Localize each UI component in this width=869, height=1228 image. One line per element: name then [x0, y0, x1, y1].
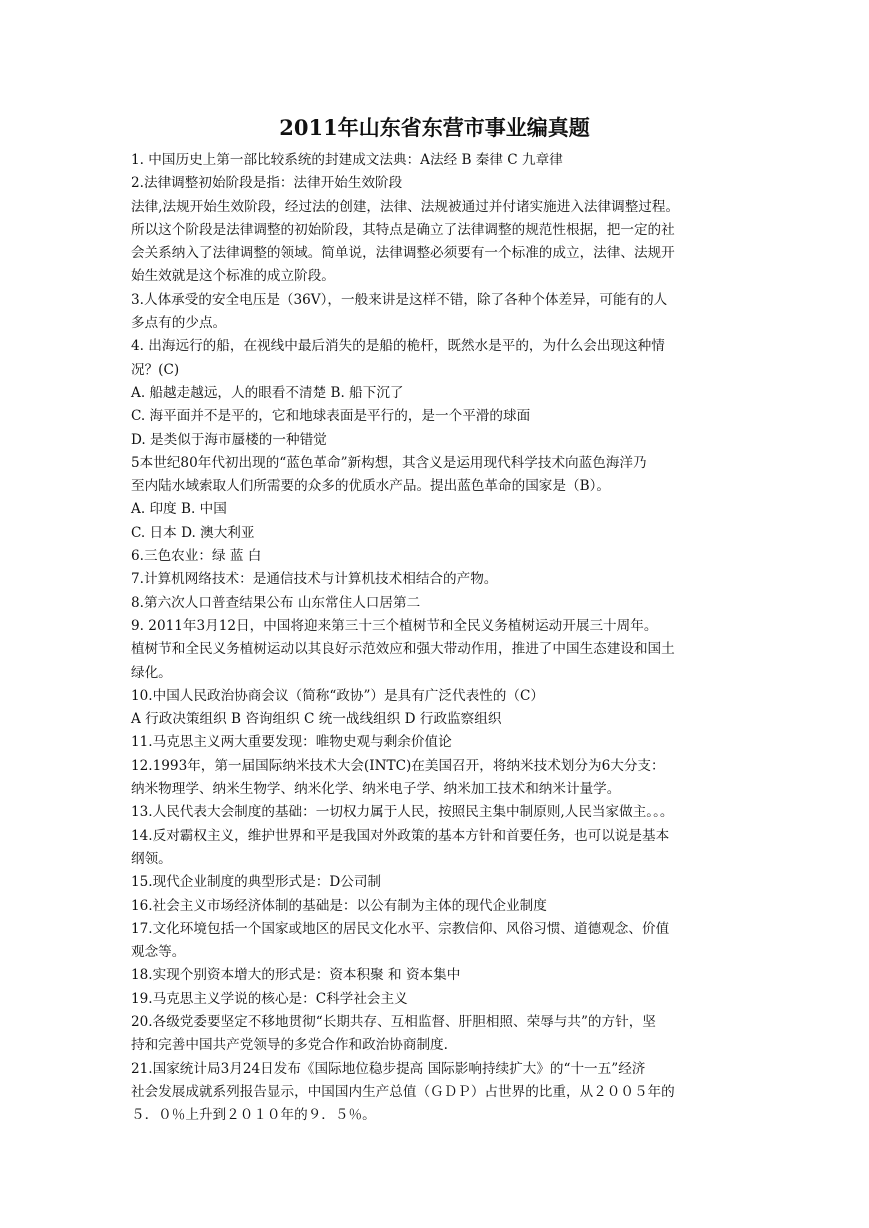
text-line: ５．０％上升到２０１０年的９．５％。 — [131, 1107, 376, 1124]
text-line: 持和完善中国共产党领导的多党合作和政治协商制度. — [131, 1037, 448, 1054]
text-line: C. 日本 D. 澳大利亚 — [131, 524, 255, 541]
text-line: A. 印度 B. 中国 — [131, 501, 227, 518]
text-line: 17.文化环境包括一个国家或地区的居民文化水平、宗教信仰、风俗习惯、道德观念、价值 — [131, 920, 670, 937]
text-line: 社会发展成就系列报告显示，中国国内生产总值（ＧＤＰ）占世界的比重，从２００５年的 — [131, 1083, 675, 1100]
text-line: 16.社会主义市场经济体制的基础是：以公有制为主体的现代企业制度 — [131, 897, 547, 914]
text-line: 13.人民代表大会制度的基础：一切权力属于人民，按照民主集中制原则,人民当家做主。。。 — [131, 804, 674, 821]
text-line: 1. 中国历史上第一部比较系统的封建成文法典：A法经 B 秦律 C 九章律 — [131, 152, 563, 168]
text-line: 6.三色农业：绿 蓝 白 — [131, 548, 262, 565]
document-body — [131, 149, 743, 1127]
text-line: 会关系纳入了法律调整的领域。简单说，法律调整必须要有一个标准的成立，法律、法规开 — [131, 245, 675, 262]
text-line: 法律,法规开始生效阶段，经过法的创建，法律、法规被通过并付诸实施进入法律调整过程。 — [131, 198, 680, 215]
text-line: 绿化。 — [131, 664, 172, 681]
text-line: 3.人体承受的安全电压是（36V），一般来讲是这样不错，除了各种个体差异，可能有的人 — [131, 291, 668, 308]
text-line: 15.现代企业制度的典型形式是：D公司制 — [131, 874, 382, 891]
text-line: 纲领。 — [131, 850, 172, 867]
text-line: 20.各级党委要坚定不移地贯彻“长期共存、互相监督、肝胆相照、荣辱与共”的方针，坚 — [131, 1013, 656, 1030]
text-line: 7.计算机网络技术：是通信技术与计算机技术相结合的产物。 — [131, 571, 498, 588]
text-line: 所以这个阶段是法律调整的初始阶段，其特点是确立了法律调整的规范性根据，把一定的社 — [131, 221, 675, 238]
text-line: D. 是类似于海市蜃楼的一种错觉 — [131, 431, 327, 448]
text-line: 9. 2011年3月12日，中国将迎来第三十三个植树节和全民义务植树运动开展三十周年。 — [131, 617, 658, 634]
text-line: 12.1993年，第一届国际纳米技术大会(INTC)在美国召开，将纳米技术划分为6大分支： — [131, 757, 665, 774]
text-line: 5本世纪80年代初出现的“蓝色革命”新构想，其含义是运用现代科学技术向蓝色海洋乃 — [131, 454, 647, 471]
text-line: 21.国家统计局3月24日发布《国际地位稳步提高 国际影响持续扩大》的“十一五”经济 — [131, 1060, 646, 1077]
text-line: 10.中国人民政治协商会议（简称“政协”）是具有广泛代表性的（C） — [131, 687, 544, 704]
text-line: 纳米物理学、纳米生物学、纳米化学、纳米电子学、纳米加工技术和纳米计量学。 — [131, 781, 621, 798]
text-line: 11.马克思主义两大重要发现：唯物史观与剩余价值论 — [131, 734, 452, 751]
text-line: A. 船越走越远，人的眼看不清楚 B. 船下沉了 — [131, 384, 404, 401]
text-line: 观念等。 — [131, 944, 186, 961]
text-line: 4. 出海远行的船，在视线中最后消失的是船的桅杆，既然水是平的，为什么会出现这种情 — [131, 338, 665, 355]
text-line: 2.法律调整初始阶段是指：法律开始生效阶段 — [131, 175, 403, 192]
document-title: 2011年山东省东营市事业编真题 — [279, 115, 590, 140]
text-line: 18.实现个别资本增大的形式是：资本积聚 和 资本集中 — [131, 967, 461, 984]
text-line: 至内陆水域索取人们所需要的众多的优质水产品。提出蓝色革命的国家是（B）。 — [131, 478, 610, 495]
text-line: 始生效就是这个标准的成立阶段。 — [131, 268, 335, 285]
text-line: 8.第六次人口普查结果公布 山东常住人口居第二 — [131, 594, 421, 611]
text-line: A 行政决策组织 B 咨询组织 C 统一战线组织 D 行政监察组织 — [131, 711, 502, 728]
text-line: 多点有的少点。 — [131, 315, 227, 332]
text-line: 19.马克思主义学说的核心是：C科学社会主义 — [131, 990, 408, 1007]
text-line: C. 海平面并不是平的，它和地球表面是平行的，是一个平滑的球面 — [131, 408, 531, 425]
text-line: 植树节和全民义务植树运动以其良好示范效应和强大带动作用，推进了中国生态建设和国土 — [131, 641, 675, 658]
text-line: 14.反对霸权主义，维护世界和平是我国对外政策的基本方针和首要任务，也可以说是基本 — [131, 827, 670, 844]
text-line: 况？(C) — [131, 361, 180, 378]
